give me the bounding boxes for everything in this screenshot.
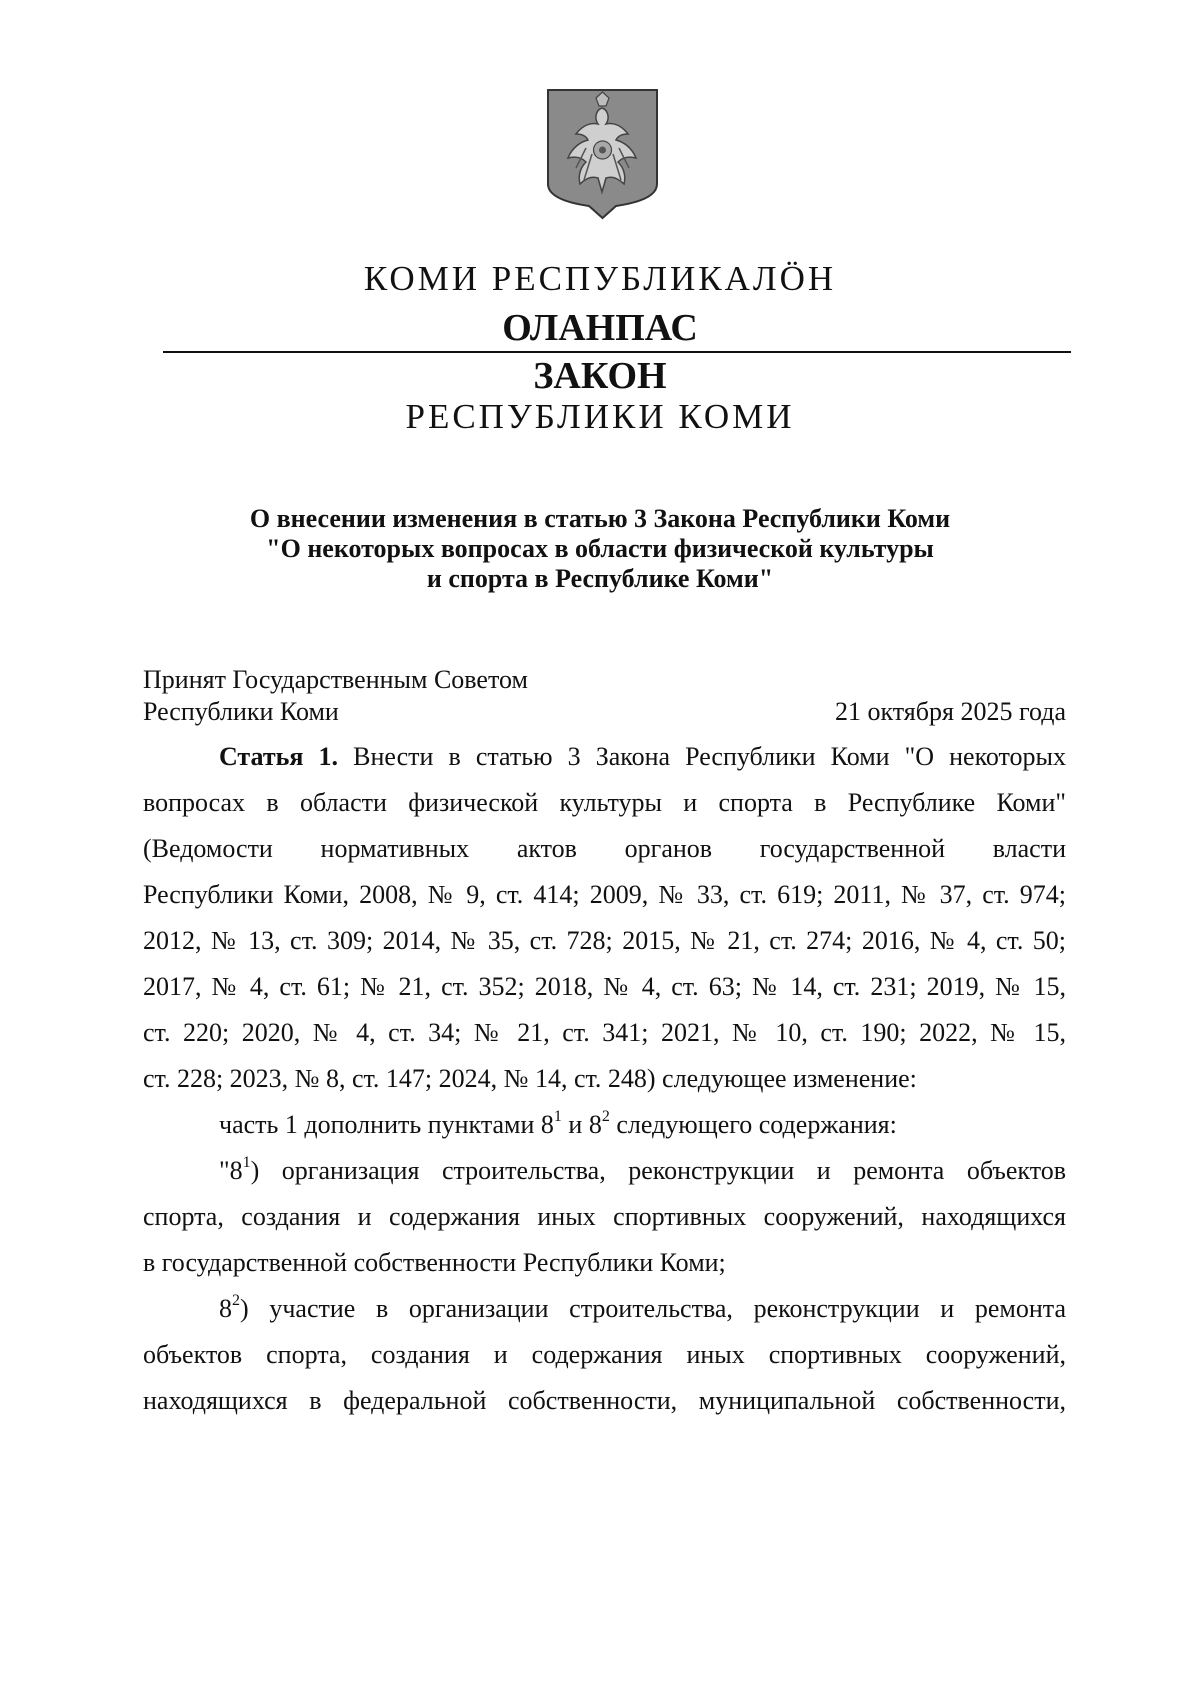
item-8-1-line: спорта, создания и содержания иных спортивных сооружений, находящихся xyxy=(143,1202,1066,1231)
law-title-line: и спорта в Республике Коми" xyxy=(426,564,774,593)
item-8-2-line: объектов спорта, создания и содержания иных спортивных сооружений, xyxy=(143,1340,1066,1369)
coat-of-arms-emblem xyxy=(546,88,659,220)
article-line: Статья 1. Внести в статью 3 Закона Республики Коми "О некоторых xyxy=(219,742,1067,771)
item-8-1-line: "$8^1$) организация строительства, реконструкции и ремонта объектов xyxy=(219,1154,1066,1185)
article-line: (Ведомости нормативных актов органов государственной власти xyxy=(143,834,1066,863)
adoption-line: Республики Коми xyxy=(143,697,339,726)
adoption-statement xyxy=(143,664,528,728)
law-title-line: О внесении изменения в статью 3 Закона Республики Коми xyxy=(249,504,951,533)
article-line: Республики Коми, 2008, № 9, ст. 414; 2009, № 33, ст. 619; 2011, № 37, ст. 974; xyxy=(143,880,1066,909)
item-8-2-line: находящихся в федеральной собственности, муниципальной собственности, xyxy=(143,1386,1066,1415)
article-1 xyxy=(143,734,1066,1424)
item-8-2-line: $8^2$) участие в организации строительства, реконструкции и ремонта xyxy=(219,1292,1066,1323)
header-line-republic: РЕСПУБЛИКИ КОМИ xyxy=(405,397,795,436)
article-line: вопросах в области физической культуры и спорта в Республике Коми" xyxy=(143,788,1066,817)
article-line: ст. 228; 2023, № 8, ст. 147; 2024, № 14, ст. 248) следующее изменение: xyxy=(143,1064,917,1093)
article-line: 2017, № 4, ст. 61; № 21, ст. 352; 2018, № 4, ст. 63; № 14, ст. 231; 2019, № 15, xyxy=(143,972,1066,1001)
article-line: ст. 220; 2020, № 4, ст. 34; № 21, ст. 341; 2021, № 10, ст. 190; 2022, № 15, xyxy=(143,1018,1066,1047)
header-line-komi: КОМИ РЕСПУБЛИКАЛӦН xyxy=(363,259,837,298)
law-title-line: "О некоторых вопросах в области физической культуры xyxy=(266,534,934,563)
amendment-part-line: часть 1 дополнить пунктами $8^1$ и $8^2$ следующего содержания: xyxy=(219,1108,897,1139)
header-divider xyxy=(163,351,1071,353)
article-label: Статья 1. xyxy=(219,742,339,771)
header-line-olanpas: ОЛАНПАС xyxy=(502,307,698,349)
adoption-date: 21 октября 2025 года xyxy=(835,697,1066,726)
law-title xyxy=(0,504,1200,594)
article-line: 2012, № 13, ст. 309; 2014, № 35, ст. 728; 2015, № 21, ст. 274; 2016, № 4, ст. 50; xyxy=(143,926,1066,955)
item-8-1-line: в государственной собственности Республики Коми; xyxy=(143,1248,726,1277)
adoption-line: Принят Государственным Советом xyxy=(143,665,528,694)
header-line-zakon: ЗАКОН xyxy=(533,355,667,397)
